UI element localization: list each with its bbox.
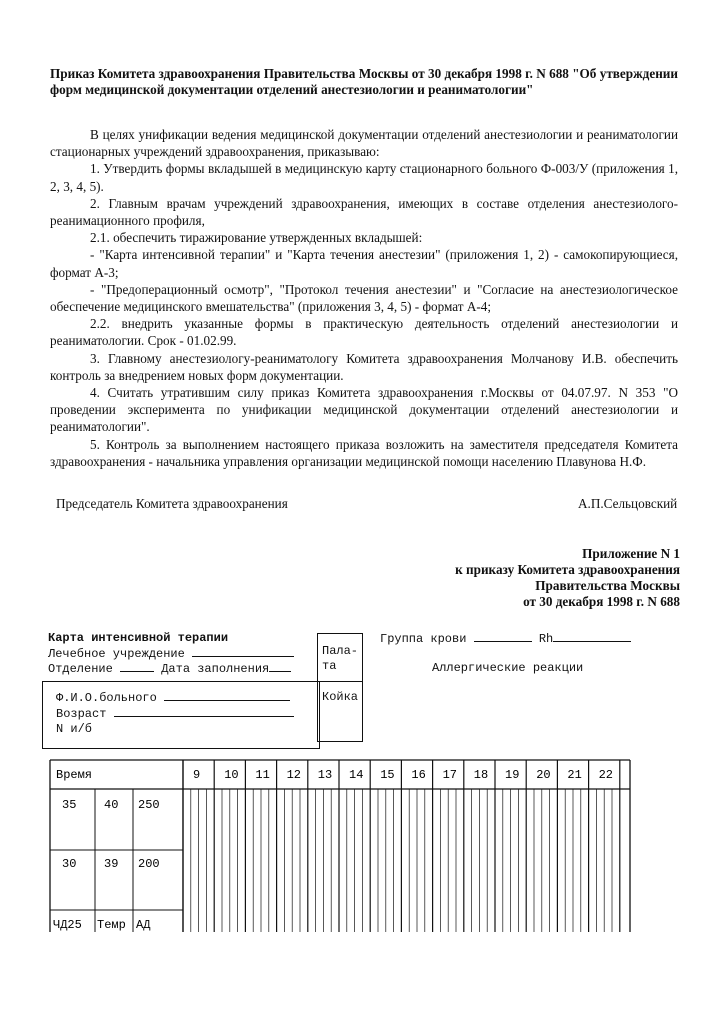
order-paragraph: - "Карта интенсивной терапии" и "Карта течения анестезии" (приложения 1, 2) - самокопирующиеся, формат А-3;	[50, 247, 678, 280]
order-paragraph: 5. Контроль за выполнением настоящего приказа возложить на заместителя председателя Комитета здравоохранения - начальника управления организации медицинской помощи населению Плавунова Н.Ф.	[50, 436, 678, 469]
hour-label: 14	[349, 768, 364, 782]
institution-label: Лечебное учреждение	[48, 647, 185, 661]
appendix-line: Приложение N 1	[582, 546, 680, 561]
order-paragraph: 1. Утвердить формы вкладышей в медицинскую карту стационарного больного Ф-003/У (приложения 1, 2, 3, 4, 5).	[50, 161, 678, 194]
appendix-line: к приказу Комитета здравоохранения	[455, 562, 680, 577]
allergy-label: Аллергические реакции	[432, 661, 584, 675]
hour-label: 22	[598, 768, 614, 782]
age-label: Возраст	[56, 707, 107, 721]
patient-name-label: Ф.И.О.больного	[56, 691, 157, 705]
hour-label: 13	[317, 768, 333, 782]
signature-name: А.П.Сельцовский	[578, 496, 678, 511]
blood-group-label: Группа крови	[380, 632, 467, 646]
order-paragraph: 2. Главным врачам учреждений здравоохранения, имеющих в составе отделения анестезиолого-реанимационного профиля,	[50, 195, 678, 229]
fill-date-label: Дата заполнения	[161, 662, 270, 676]
hour-label: 19	[505, 768, 520, 782]
rh-label: Rh	[538, 632, 554, 646]
scale-labels	[53, 798, 160, 932]
order-paragraph: 2.1. обеспечить тиражирование утвержденных вкладышей:	[90, 230, 423, 246]
hour-label: 15	[380, 768, 395, 782]
footer-label: ЧД25	[53, 918, 82, 932]
appendix-line: Правительства Москвы	[535, 578, 680, 593]
hour-label: 18	[473, 768, 489, 782]
order-paragraph: 3. Главному анестезиологу-реаниматологу Комитета здравоохранения Молчанову И.В. обеспечить контроль за внедрением новых форм документации.	[50, 350, 678, 383]
hour-labels	[193, 768, 613, 782]
hour-label: 21	[567, 768, 582, 782]
scale-label: 35	[62, 798, 77, 812]
hour-label: 11	[255, 768, 270, 782]
appendix-line: от 30 декабря 1998 г. N 688	[523, 594, 680, 609]
scale-label: 40	[104, 798, 119, 812]
time-label: Время	[56, 768, 93, 782]
order-title: Приказ Комитета здравоохранения Правительства Москвы от 30 декабря 1998 г. N 688 "Об утверждении форм медицинской документации отделений анестезиологии и реаниматологии"	[50, 66, 678, 97]
hour-label: 16	[411, 768, 426, 782]
order-paragraph: - "Предоперационный осмотр", "Протокол течения анестезии" и "Согласие на анестезиологическое обеспечение медицинского вмешательства" (приложения 3, 4, 5) - формат А-4;	[50, 281, 678, 315]
scale-label: 200	[138, 857, 160, 871]
footer-label: Темр	[97, 918, 126, 932]
card-title: Карта интенсивной терапии	[48, 631, 229, 645]
ward-label-2: та	[322, 659, 337, 673]
department-label: Отделение	[48, 662, 113, 676]
scale-label: 250	[138, 798, 160, 812]
scale-label: 39	[104, 857, 119, 871]
scale-label: 30	[62, 857, 77, 871]
signature-role: Председатель Комитета здравоохранения	[56, 496, 288, 511]
hour-label: 12	[286, 768, 302, 782]
hour-label: 17	[442, 768, 458, 782]
hour-label: 20	[536, 768, 551, 782]
footer-label: АД	[136, 918, 151, 932]
order-paragraph: В целях унификации ведения медицинской документации отделений анестезиологии и реаниматологии стационарных учреждений здравоохранения, приказываю:	[50, 127, 678, 160]
order-paragraph: 4. Считать утратившим силу приказ Комитета здравоохранения г.Москвы от 04.07.97. N 353 "О проведении эксперимента по унификации медицинской документации отделений анестезиологии и реаниматологии".	[50, 385, 678, 435]
hour-label: 9	[193, 768, 201, 782]
grid-lines	[50, 760, 630, 932]
order-paragraph: 2.2. внедрить указанные формы в практическую деятельность отделений анестезиологии и реаниматологии. Срок - 01.02.99.	[50, 316, 678, 349]
history-no-label: N и/б	[56, 722, 93, 736]
bed-label: Койка	[322, 690, 359, 704]
hour-label: 10	[224, 768, 239, 782]
ward-label-1: Пала-	[322, 644, 359, 658]
